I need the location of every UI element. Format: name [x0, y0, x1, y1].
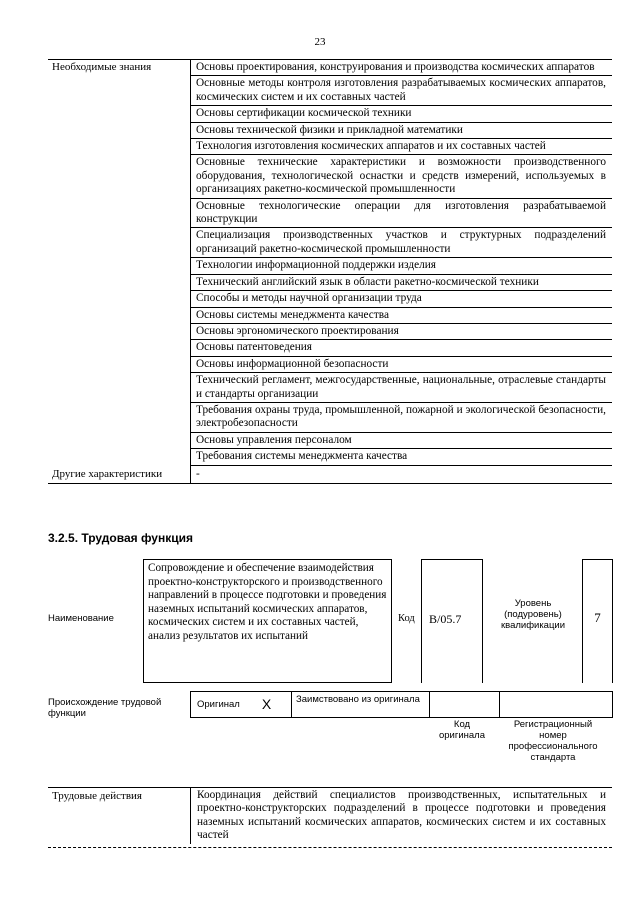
knowledge-item: Основы системы менеджмента качества — [191, 308, 612, 324]
knowledge-row — [48, 60, 612, 466]
section-title: 3.2.5. Трудовая функция — [48, 531, 193, 545]
knowledge-item: Основы технической физики и прикладной математики — [191, 123, 612, 139]
origin-label: Происхождение трудовой функции — [48, 697, 162, 719]
knowledge-item: Специализация производственных участков и структурных подразделений организаций ракетно-космической промышленности — [191, 228, 612, 258]
knowledge-item: Требования системы менеджмента качества — [191, 449, 612, 465]
code-original-label: Код оригинала — [438, 719, 485, 741]
function-name: Сопровождение и обеспечение взаимодействия проектно-конструкторского и производственного направлений в процессе подготовки и проведения наземных испытаний космических аппаратов, космических систем и их составных частей, анализ результатов их испытаний — [143, 559, 392, 683]
knowledge-item: Технологии информационной поддержки изделия — [191, 258, 612, 274]
knowledge-item: Способы и методы научной организации труда — [191, 291, 612, 307]
knowledge-item: Основы сертификации космической техники — [191, 106, 612, 122]
knowledge-item: Технический регламент, межгосударственные, национальные, отраслевые стандарты и стандарты организации — [191, 373, 612, 403]
reg-number-cell — [500, 692, 612, 717]
origin-table — [190, 691, 613, 718]
reg-number-label: Регистрационный номер профессионального стандарта — [508, 719, 598, 763]
function-code: B/05.7 — [421, 559, 483, 683]
original-label: Оригинал — [197, 699, 240, 710]
code-label: Код — [398, 613, 415, 624]
level-label: Уровень (подуровень) квалификации — [500, 598, 566, 631]
actions-row — [48, 787, 612, 844]
original-cell — [191, 692, 292, 717]
knowledge-item: Основы эргономического проектирования — [191, 324, 612, 340]
knowledge-item: Основные методы контроля изготовления разрабатываемых космических аппаратов, космических систем и их составных частей — [191, 76, 612, 106]
other-characteristics-row — [48, 466, 612, 484]
borrowed-label: Заимствовано из оригинала — [292, 692, 430, 717]
knowledge-item: Основы управления персоналом — [191, 433, 612, 449]
knowledge-item: Технический английский язык в области ракетно-космической техники — [191, 275, 612, 291]
other-value: - — [196, 467, 200, 480]
continuation-line — [48, 847, 612, 848]
knowledge-item: Основные технологические операции для изготовления разрабатываемой конструкции — [191, 199, 612, 229]
knowledge-item: Требования охраны труда, промышленной, пожарной и экологической безопасности, электробезопасности — [191, 403, 612, 433]
knowledge-label: Необходимые знания — [48, 60, 191, 466]
original-mark: X — [261, 696, 272, 712]
level-value: 7 — [582, 559, 613, 683]
action-item: Координация действий специалистов производственных, испытательных и проектно-конструкторских подразделений в процессе подготовки и проведения наземных испытаний космических аппаратов, космических систем и их составных частей — [197, 789, 606, 842]
knowledge-table — [48, 59, 612, 484]
knowledge-list — [191, 60, 612, 466]
knowledge-item: Основы информационной безопасности — [191, 357, 612, 373]
name-label: Наименование — [48, 613, 114, 624]
knowledge-item: Основы проектирования, конструирования и производства космических аппаратов — [191, 60, 612, 76]
knowledge-item: Технология изготовления космических аппаратов и их составных частей — [191, 139, 612, 155]
other-label: Другие характеристики — [48, 466, 191, 483]
actions-label: Трудовые действия — [48, 788, 191, 844]
actions-list — [191, 788, 612, 844]
page-number: 23 — [314, 36, 326, 48]
knowledge-item: Основы патентоведения — [191, 340, 612, 356]
code-original-cell — [430, 692, 500, 717]
knowledge-item: Основные технические характеристики и возможности производственного оборудования, технологической оснастки и средств измерений, используемых в организациях ракетно-космической промышленности — [191, 155, 612, 198]
